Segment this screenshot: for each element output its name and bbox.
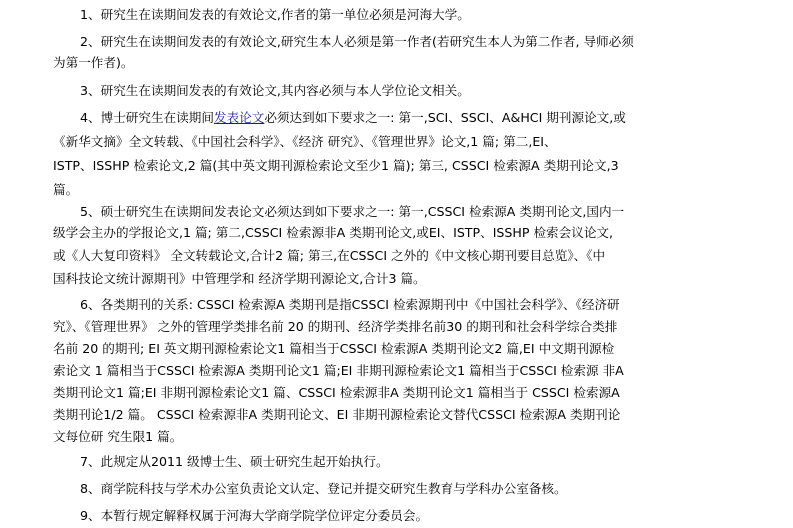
paragraph-line: ISTP、ISSHP 检索论文,2 篇(其中英文期刊源检索论文至少1 篇); 第三, CSSCI 检索源A 类期刊论文,3 (53, 158, 619, 173)
paragraph-line: 究》、《管理世界》 之外的管理学类排名前 20 的期刊、经济学类排名前30 的期刊和社会科学综合类排 (53, 319, 618, 334)
publish-paper-link[interactable]: 发表论文 (213, 110, 265, 125)
paragraph-line (80, 106, 626, 130)
paragraph-text: 4、博士研究生在读期间 (80, 110, 214, 125)
paragraph-line: 文每位研 究生限1 篇。 (53, 429, 183, 444)
paragraph-line: 6、各类期刊的关系: CSSCI 检索源A 类期刊是指CSSCI 检索源期刊中《中国社会科学》、《经济研 (80, 297, 620, 312)
paragraph-text: 必须达到如下要求之一: 第一,SCI、SSCI、A&HCI 期刊源论文,或 (264, 110, 626, 125)
paragraph-line: 7、此规定从2011 级博士生、硕士研究生起开始执行。 (80, 454, 389, 469)
paragraph-line: 8、商学院科技与学术办公室负责论文认定、登记并提交研究生教育与学科办公室备核。 (80, 481, 567, 496)
paragraph-line: 9、本暂行规定解释权属于河海大学商学院学位评定分委员会。 (80, 508, 429, 523)
paragraph-line: 级学会主办的学报论文,1 篇; 第二,CSSCI 检索源非A 类期刊论文,或EI、ISTP、ISSHP 检索会议论文, (53, 225, 614, 240)
paragraph-line: 类期刊论1/2 篇。 CSSCI 检索源非A 类期刊论文、EI 非期刊源检索论文替代CSSCI 检索源A 类期刊论 (53, 407, 621, 422)
paragraph-line: 索论文 1 篇相当于CSSCI 检索源A 类期刊论文1 篇;EI 非期刊源检索论文1 篇相当于CSSCI 检索源 非A (53, 363, 624, 378)
paragraph-line: 2、研究生在读期间发表的有效论文,研究生本人必须是第一作者(若研究生本人为第二作者, 导师必须 (80, 34, 634, 49)
paragraph-line: 国科技论文统计源期刊》中管理学和 经济学期刊源论文,合计3 篇。 (53, 271, 426, 286)
paragraph-line: 名前 20 的期刊; EI 英文期刊源检索论文1 篇相当于CSSCI 检索源A 类期刊论文2 篇,EI 中文期刊源检 (53, 341, 615, 356)
paragraph-line: 篇。 (53, 182, 79, 197)
paragraph-line: 为第一作者)。 (53, 55, 134, 70)
paragraph-line: 《新华文摘》全文转载、《中国社会科学》、《经济 研究》、《管理世界》论文,1 篇; 第二,EI、 (53, 134, 557, 149)
paragraph-line: 5、硕士研究生在读期间发表论文必须达到如下要求之一: 第一,CSSCI 检索源A 类期刊论文,国内一 (80, 204, 625, 219)
paragraph-line: 或《人大复印资料》 全文转载论文,合计2 篇; 第三,在CSSCI 之外的《中文核心期刊要目总览》、《中 (53, 248, 606, 263)
paragraph-line: 3、研究生在读期间发表的有效论文,其内容必须与本人学位论文相关。 (80, 83, 470, 98)
paragraph-line: 类期刊论文1 篇;EI 非期刊源检索论文1 篇、CSSCI 检索源非A 类期刊论文1 篇相当于 CSSCI 检索源A (53, 385, 620, 400)
paragraph-line: 1、研究生在读期间发表的有效论文,作者的第一单位必须是河海大学。 (80, 7, 470, 22)
